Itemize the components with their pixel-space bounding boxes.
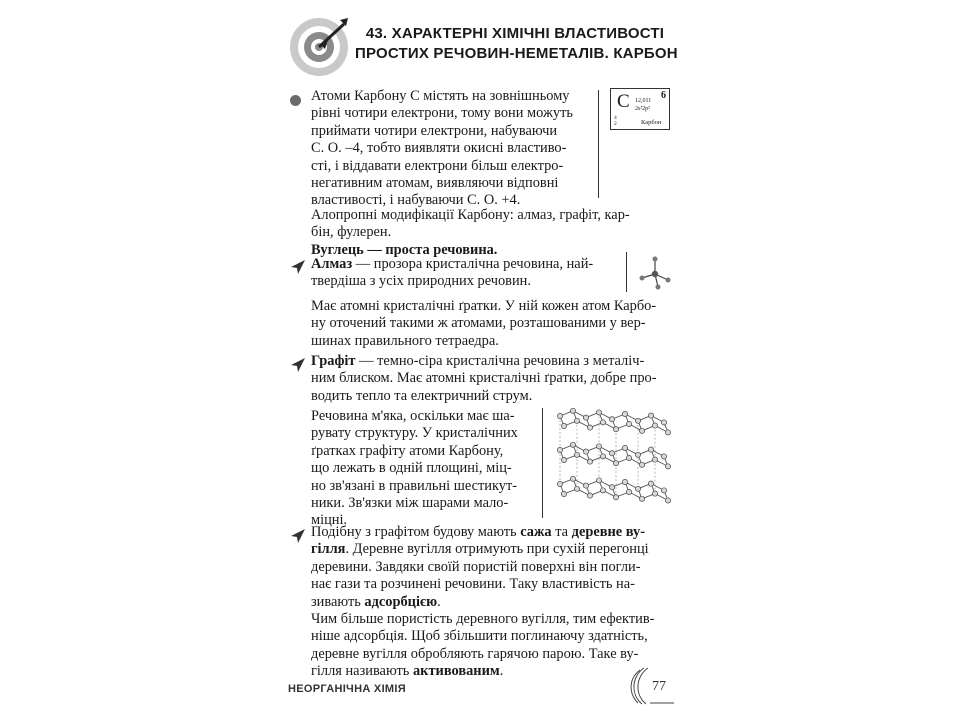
grafit-paragraph: [311, 353, 671, 405]
carbon-atom: [561, 491, 566, 496]
carbon-atom: [574, 452, 579, 457]
carbon-atom: [665, 430, 670, 435]
carbon-atoms-paragraph: [311, 88, 596, 210]
text-line: С. О. –4, тобто виявляти окисні властиво-: [311, 140, 567, 157]
text-line: негативним атомам, виявляючи відповні: [311, 175, 559, 192]
text-line: ники. Зв'язки між шарами мало-: [311, 495, 509, 512]
carbon-atom: [570, 442, 575, 447]
carbon-atom: [622, 479, 627, 484]
carbon-atom: [652, 457, 657, 462]
carbon-atom: [626, 489, 631, 494]
grafit-structure-paragraph: [311, 408, 536, 530]
text-span: зивають: [311, 593, 365, 610]
carbon-atom: [661, 420, 666, 425]
carbon-atom: [648, 481, 653, 486]
text-line: рувату структуру. У кристалічних: [311, 425, 518, 442]
text-line: водить тепло та електричний струм.: [311, 387, 533, 404]
text-line: міцні.: [311, 512, 348, 529]
divider-line: [598, 90, 599, 198]
term-aktyvovanym: активованим: [412, 663, 500, 680]
text-line: сті, і віддавати електрони більш електро-: [311, 157, 564, 174]
carbon-atom: [652, 491, 657, 496]
carbon-atom: [600, 454, 605, 459]
text-span: — темно-сіра кристалічна речовина з металіч-: [355, 353, 645, 369]
text-line: Речовина м'яка, оскільки має ша-: [311, 408, 515, 424]
carbon-atom: [665, 498, 670, 503]
term-derevne-vuhillia: деревне ву-: [571, 524, 646, 540]
carbon-atom: [622, 445, 627, 450]
carbon-atom: [635, 452, 640, 457]
text-line: ну оточений такими ж атомами, розташованими у вер-: [311, 315, 646, 332]
text-line: ґратках графіту атоми Карбону,: [311, 442, 504, 459]
carbon-atom: [609, 451, 614, 456]
carbon-atom: [626, 455, 631, 460]
title-line-2: ПРОСТИХ РЕЧОВИН-НЕМЕТАЛІВ. КАРБОН: [355, 45, 678, 62]
carbon-atom: [600, 420, 605, 425]
carbon-atom: [665, 464, 670, 469]
carbon-atom: [609, 417, 614, 422]
carbon-atom: [635, 486, 640, 491]
carbon-atom: [648, 447, 653, 452]
carbon-atom: [626, 421, 631, 426]
pointer-arrow-icon: [290, 259, 306, 275]
tetrahedral-molecule-icon: [638, 256, 672, 290]
term-adsorbtsiia: адсорбцією: [364, 593, 438, 610]
text-line: нає гази та розчинені речовини. Таку властивість на-: [311, 576, 635, 593]
term-almaz: Алмаз: [311, 256, 353, 272]
text-line: Має атомні кристалічні ґратки. У ній кожен атом Карбо-: [311, 298, 657, 314]
text-line: шинах правильного тетраедра.: [311, 332, 499, 349]
carbon-atom: [639, 462, 644, 467]
text-line: Алопропні модифікації Карбону: алмаз, графіт, кар-: [311, 207, 630, 223]
carbon-atom: [583, 449, 588, 454]
atomic-number: 6: [661, 90, 666, 101]
electron-config: 2s²2p²: [635, 106, 650, 112]
charcoal-paragraph: [311, 524, 676, 681]
electron-shells: [614, 115, 617, 127]
text-line: деревне вугілля обробляють гарячою парою. Таке ву-: [311, 645, 639, 662]
pointer-arrow-icon: [290, 357, 306, 373]
atomic-mass: 12,011: [635, 98, 652, 104]
carbon-atom: [596, 410, 601, 415]
carbon-atom: [622, 411, 627, 416]
carbon-atom: [557, 481, 562, 486]
carbon-atom: [639, 496, 644, 501]
carbon-atom: [596, 478, 601, 483]
text-span: .: [437, 593, 441, 610]
carbon-atom: [661, 488, 666, 493]
element-name: Карбон: [641, 119, 662, 126]
carbon-atom: [561, 457, 566, 462]
carbon-atom: [648, 413, 653, 418]
text-line: Чим більше пористість деревного вугілля, тим ефектив-: [311, 611, 655, 628]
carbon-atom: [587, 493, 592, 498]
text-span: гілля називають: [311, 663, 413, 680]
carbon-atom: [613, 495, 618, 500]
element-symbol: C: [617, 91, 630, 112]
carbon-atom: [583, 483, 588, 488]
carbon-atom: [600, 488, 605, 493]
pointer-arrow-icon: [290, 528, 306, 544]
text-span: — прозора кристалічна речовина, най-: [352, 256, 594, 272]
bold-statement: Вуглець — проста речовина.: [311, 241, 498, 258]
bullet-icon: [290, 95, 301, 106]
text-span: Подібну з графітом будову мають: [311, 524, 521, 540]
text-span: та: [551, 524, 572, 540]
text-span: .: [499, 663, 504, 680]
carbon-atom: [570, 408, 575, 413]
almaz-paragraph: [311, 256, 616, 291]
carbon-atom: [613, 461, 618, 466]
carbon-atom: [661, 454, 666, 459]
text-line: твердіша з усіх природних речовин.: [311, 273, 531, 290]
carbon-atom: [557, 413, 562, 418]
text-line: приймати чотири електрони, набуваючи: [311, 122, 558, 139]
text-line: бін, фулерен.: [311, 224, 392, 241]
carbon-atom: [570, 476, 575, 481]
text-line: деревини. Завдяки своїй пористій поверхні він погли-: [311, 558, 641, 575]
page-number: 77: [652, 679, 666, 694]
carbon-atom: [583, 415, 588, 420]
graphite-lattice-illustration: [552, 402, 674, 514]
page-title: [355, 24, 678, 64]
divider-line: [542, 408, 543, 518]
carbon-atom: [652, 423, 657, 428]
carbon-atom: [587, 459, 592, 464]
term-grafit: Графіт: [311, 353, 356, 369]
text-line: Атоми Карбону С містять на зовнішньому: [311, 88, 570, 104]
carbon-element-card: [610, 88, 670, 130]
target-arrow-icon: [288, 16, 350, 78]
carbon-atom: [557, 447, 562, 452]
carbon-atom: [635, 418, 640, 423]
carbon-atom: [561, 423, 566, 428]
carbon-atom: [574, 418, 579, 423]
footer-section-title: НЕОРГАНІЧНА ХІМІЯ: [288, 683, 406, 695]
almaz-lattice-paragraph: [311, 298, 671, 350]
text-line: но зв'язані в правильні шестикут-: [311, 477, 518, 494]
shell-count: 4: [614, 115, 617, 121]
carbon-atom: [587, 425, 592, 430]
carbon-atom: [639, 428, 644, 433]
text-span: . Деревне вугілля отримують при сухій перегонці: [345, 541, 649, 558]
text-line: ним блиском. Має атомні кристалічні ґратки, добре про-: [311, 370, 657, 387]
text-line: що лежать в одній площині, міц-: [311, 460, 512, 477]
text-line: ніше адсорбція. Щоб збільшити поглинаючу здатність,: [311, 628, 648, 645]
shell-count: 2: [614, 121, 617, 127]
carbon-atom: [574, 486, 579, 491]
allotropes-paragraph: [311, 207, 671, 259]
text-line: рівні чотири електрони, тому вони можуть: [311, 105, 573, 122]
divider-line: [626, 252, 627, 292]
title-line-1: 43. ХАРАКТЕРНІ ХІМІЧНІ ВЛАСТИВОСТІ: [365, 25, 665, 42]
carbon-atom: [613, 427, 618, 432]
text-line: властивості, і набуваючи С. О. +4.: [311, 192, 521, 209]
carbon-atom: [609, 485, 614, 490]
term-derevne-vuhillia-cont: гілля: [311, 541, 346, 558]
term-sazha: сажа: [520, 524, 552, 540]
carbon-atom: [596, 444, 601, 449]
